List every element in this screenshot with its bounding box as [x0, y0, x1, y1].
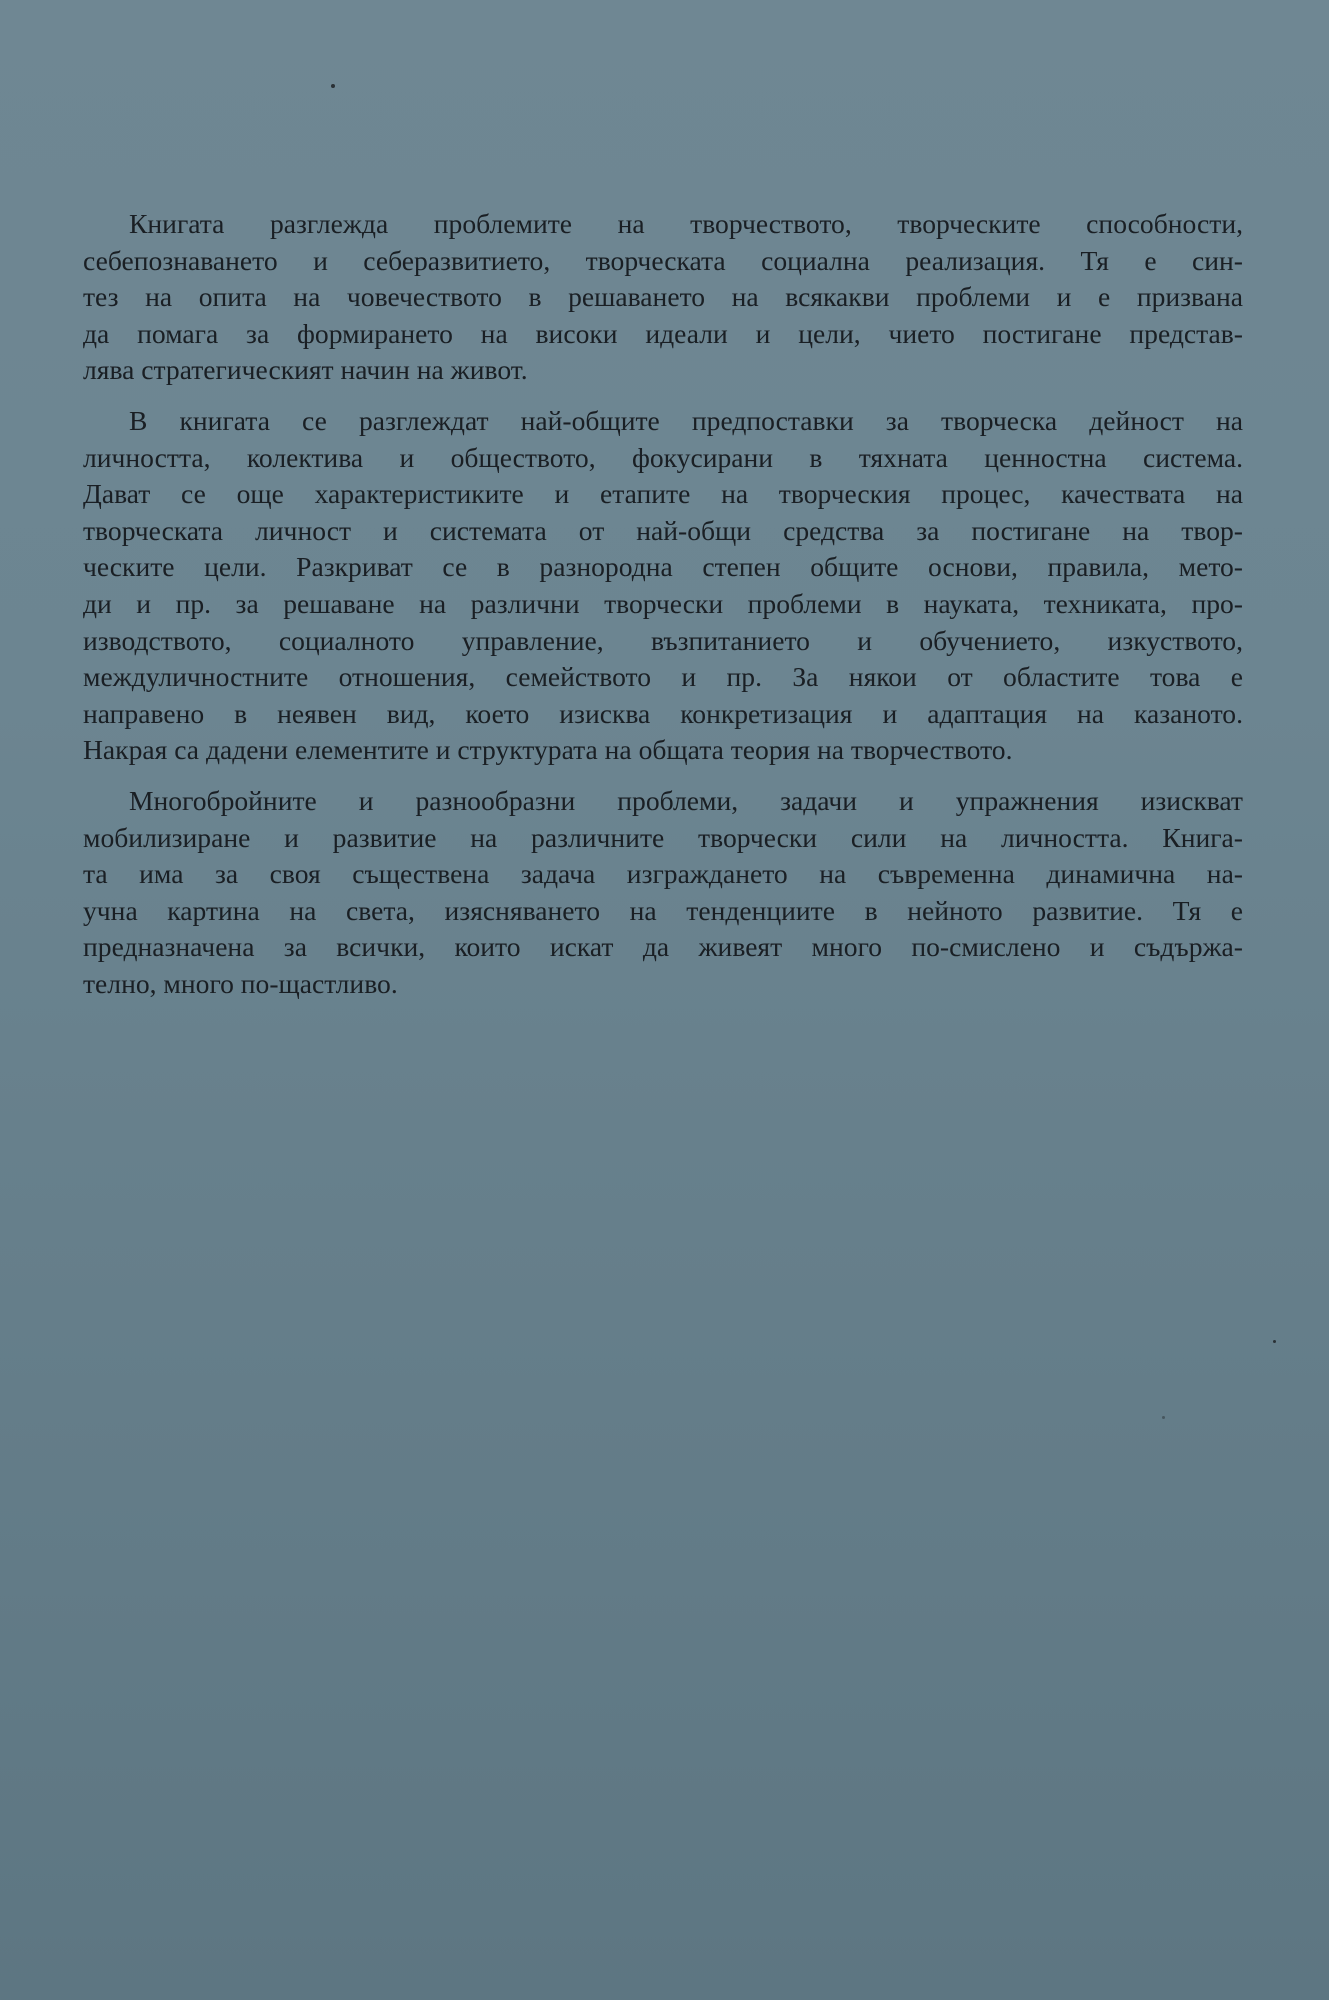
dust-speck: [1273, 1340, 1276, 1343]
text-line: себепознаването и себеразвитието, творческата социална реализация. Тя е син-: [83, 244, 1243, 276]
text-line: междуличностните отношения, семейството и пр. За някои от областите това е: [83, 661, 1243, 693]
text-line: да помага за формирането на високи идеали и цели, чието постигане представ-: [83, 317, 1243, 349]
text-line: учна картина на света, изясняването на тенденциите в нейното развитие. Тя е: [83, 894, 1243, 926]
text-line: Книгата разглежда проблемите на творчеството, творческите способности,: [129, 208, 1243, 239]
text-line: Дават се още характеристиките и етапите на творческия процес, качествата на: [83, 478, 1243, 510]
blurb-paragraph-2: [83, 403, 1243, 769]
text-line: личността, колектива и обществото, фокусирани в тяхната ценностна система.: [83, 441, 1243, 473]
text-line: творческата личност и системата от най-общи средства за постигане на твор-: [83, 514, 1243, 546]
text-line: телно, много по-щастливо.: [83, 967, 398, 999]
text-line: Накрая са дадени елементите и структурата на общата теория на творчеството.: [83, 734, 1013, 766]
text-line: ческите цели. Разкриват се в разнородна степен общите основи, правила, мето-: [83, 551, 1243, 583]
text-line: тез на опита на човечеството в решаването на всякакви проблеми и е призвана: [83, 281, 1243, 313]
text-line: В книгата се разглеждат най-общите предпоставки за творческа дейност на: [129, 404, 1243, 436]
text-line: изводството, социалното управление, възпитанието и обучението, изкуството,: [83, 624, 1243, 656]
dust-speck: [331, 84, 335, 88]
text-line: мобилизиране и развитие на различните творчески сили на личността. Книга-: [83, 821, 1243, 853]
text-line: направено в неявен вид, което изисква конкретизация и адаптация на казаното.: [83, 697, 1243, 729]
dust-speck: [1162, 1416, 1165, 1419]
blurb-paragraph-1: [83, 206, 1243, 389]
text-line: предназначена за всички, които искат да живеят много по-смислено и съдържа-: [83, 931, 1243, 963]
text-line: ди и пр. за решаване на различни творчески проблеми в науката, техниката, про-: [83, 587, 1243, 619]
blurb-paragraph-3: [83, 783, 1243, 1003]
text-line: лява стратегическият начин на живот.: [83, 354, 528, 386]
blurb-text: [83, 206, 1243, 1016]
text-line: Многобройните и разнообразни проблеми, задачи и упражнения изискват: [129, 784, 1243, 816]
text-line: та има за своя съществена задача изграждането на съвременна динамична на-: [83, 858, 1243, 890]
